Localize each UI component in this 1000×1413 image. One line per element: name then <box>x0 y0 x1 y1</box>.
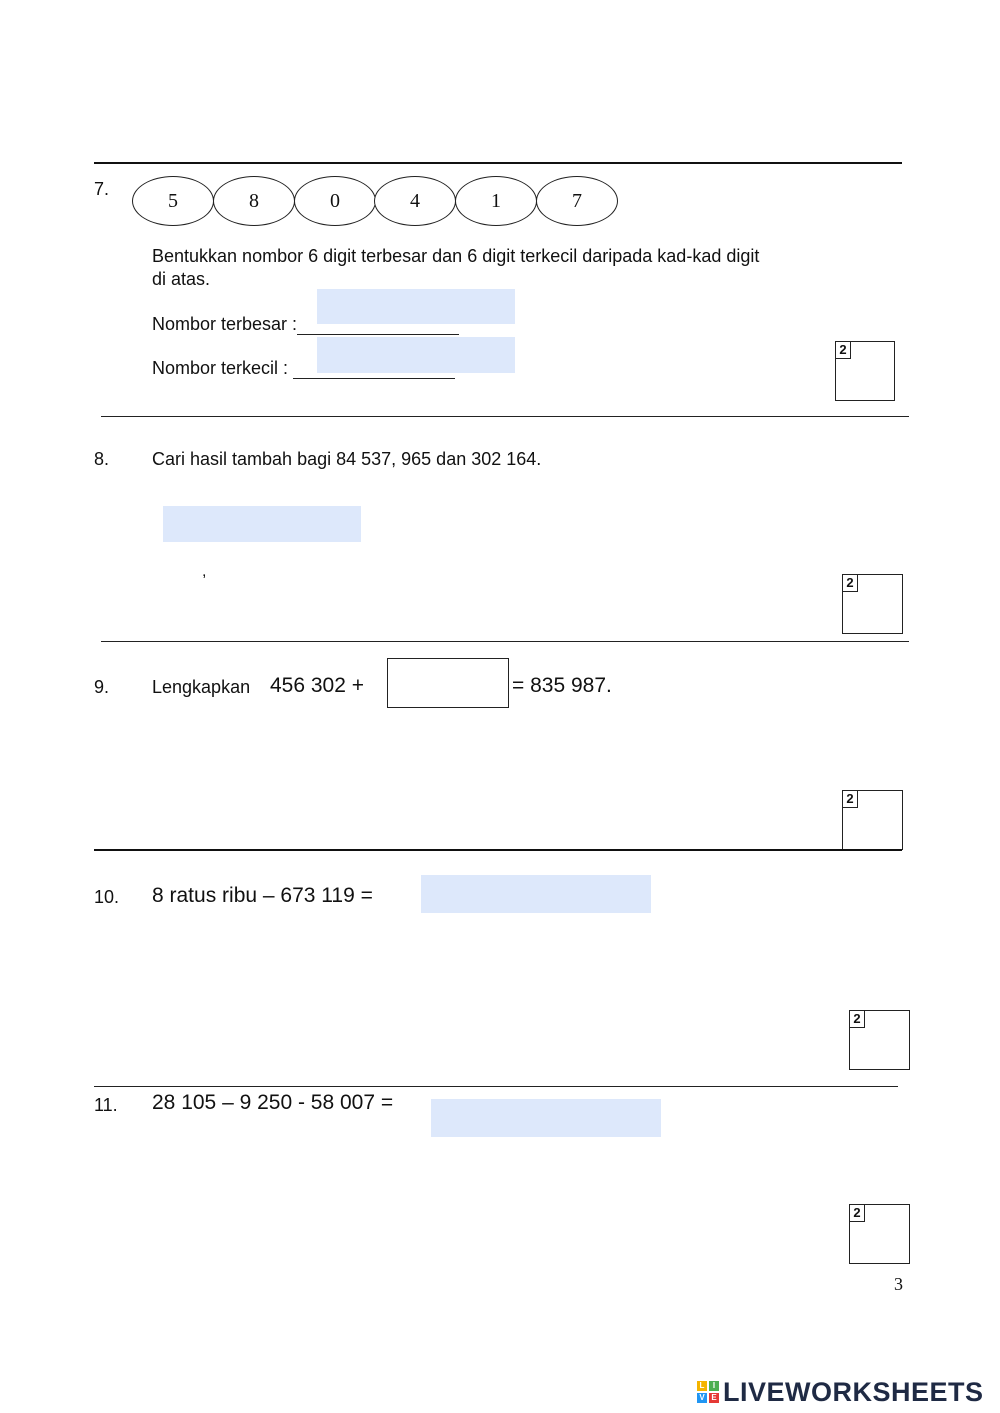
question-number: 11. <box>94 1095 118 1115</box>
marks-box <box>835 341 895 401</box>
marks-value: 2 <box>843 791 858 808</box>
question-expression: 28 105 – 9 250 - 58 007 = <box>152 1091 394 1114</box>
digit-card: 4 <box>374 176 456 226</box>
logo-letter-i: I <box>709 1381 719 1391</box>
marks-box <box>849 1204 910 1264</box>
digit-card: 5 <box>132 176 214 226</box>
marks-value: 2 <box>850 1011 865 1028</box>
question-number: 9. <box>94 677 110 697</box>
right-expression: = 835 987. <box>512 674 612 697</box>
left-expression: 456 302 + <box>270 674 365 697</box>
brand-name: LIVEWORKSHEETS <box>723 1377 984 1407</box>
question-number: 7. <box>94 179 110 199</box>
instruction-text: Bentukkan nombor 6 digit terbesar dan 6 digit terkecil daripada kad-kad digit <box>152 246 760 266</box>
sum-answer-input[interactable] <box>163 506 361 542</box>
subtraction-answer-input[interactable] <box>421 875 651 913</box>
logo-icon <box>697 1381 719 1403</box>
marks-value: 2 <box>843 575 858 592</box>
page-number: 3 <box>894 1274 903 1294</box>
logo-letter-e: E <box>709 1393 719 1403</box>
largest-label-text: Nombor terbesar : <box>152 314 298 334</box>
smallest-number-input[interactable] <box>317 337 515 373</box>
section-divider <box>94 1086 898 1087</box>
question-label: Lengkapkan <box>152 677 251 697</box>
section-divider <box>94 849 902 851</box>
missing-addend-input[interactable] <box>387 658 509 708</box>
marks-box <box>842 790 903 850</box>
digit-card: 1 <box>455 176 537 226</box>
section-divider <box>101 641 909 642</box>
marks-box <box>842 574 903 634</box>
marks-box <box>849 1010 910 1070</box>
question-number: 8. <box>94 449 110 469</box>
logo-letter-v: V <box>697 1393 707 1403</box>
digit-card: 8 <box>213 176 295 226</box>
section-divider <box>101 416 909 417</box>
top-rule <box>94 162 902 164</box>
question-number: 10. <box>94 887 120 907</box>
logo-letter-l: L <box>697 1381 707 1391</box>
smallest-label-text: Nombor terkecil : <box>152 358 289 378</box>
digit-card: 7 <box>536 176 618 226</box>
instruction-text-continued: di atas. <box>152 269 211 289</box>
largest-number-input[interactable] <box>317 289 515 324</box>
digit-card: 0 <box>294 176 376 226</box>
marks-value: 2 <box>850 1205 865 1222</box>
liveworksheets-logo[interactable] <box>697 1378 997 1410</box>
expression-answer-input[interactable] <box>431 1099 661 1137</box>
question-text: Cari hasil tambah bagi 84 537, 965 dan 302 164. <box>152 449 542 469</box>
marks-value: 2 <box>836 342 851 359</box>
question-expression: 8 ratus ribu – 673 119 = <box>152 884 373 907</box>
stray-comma: , <box>202 563 207 580</box>
